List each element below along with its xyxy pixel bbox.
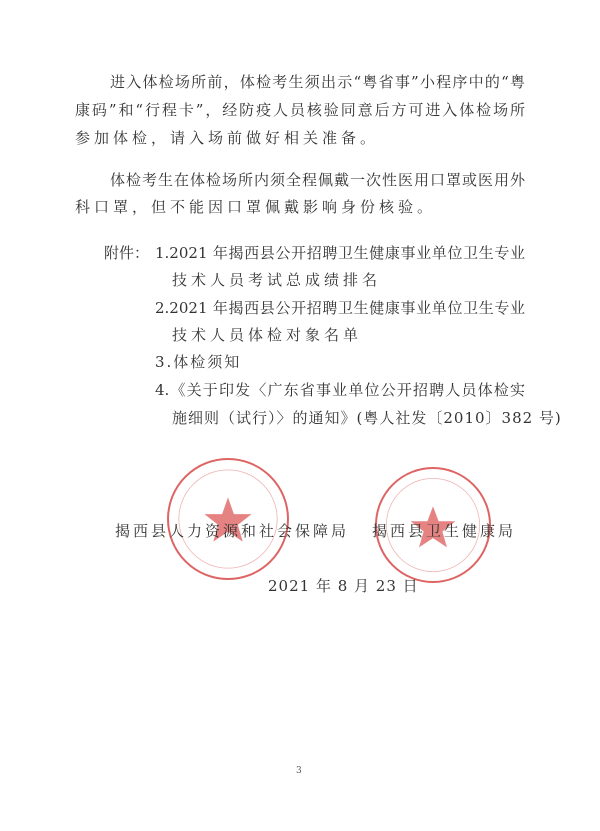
text-line: 参加体检，请入场前做好相关准备。 — [75, 129, 380, 147]
attachment-item-1: 1.2021 年揭西县公开招聘卫生健康事业单位卫生专业 — [155, 244, 525, 262]
attachment-item-3: 3.体检须知 — [155, 353, 242, 371]
text-line: 科口罩，但不能因口罩佩戴影响身份核验。 — [75, 198, 437, 216]
signature-health-bureau: 揭西县卫生健康局 — [372, 522, 517, 540]
attachment-item-2-cont: 技术人员体检对象名单 — [172, 326, 363, 344]
attachment-item-2: 2.2021 年揭西县公开招聘卫生健康事业单位卫生专业 — [155, 299, 525, 317]
document-date: 2021 年 8 月 23 日 — [268, 577, 419, 595]
star-icon — [169, 460, 287, 578]
attachment-item-4-cont: 施细则（试行）〉的通知》(粤人社发〔2010〕382 号) — [172, 409, 562, 427]
attachment-item-4: 4.《关于印发〈广东省事业单位公开招聘人员体检实 — [155, 381, 525, 399]
text-line: 康码”和“行程卡”，经防疫人员核验同意后方可进入体检场所 — [75, 101, 525, 119]
official-seal-hr-bureau — [167, 458, 289, 580]
attachment-item-1-cont: 技术人员考试总成绩排名 — [172, 271, 382, 289]
page-number: 3 — [296, 766, 302, 776]
signature-hr-bureau: 揭西县人力资源和社会保障局 — [115, 522, 350, 540]
attachments-label: 附件： — [104, 244, 150, 262]
text-line: 体检考生在体检场所内须全程佩戴一次性医用口罩或医用外 — [110, 171, 525, 189]
text-line: 进入体检场所前，体检考生须出示“粤省事”小程序中的“粤 — [110, 73, 525, 91]
